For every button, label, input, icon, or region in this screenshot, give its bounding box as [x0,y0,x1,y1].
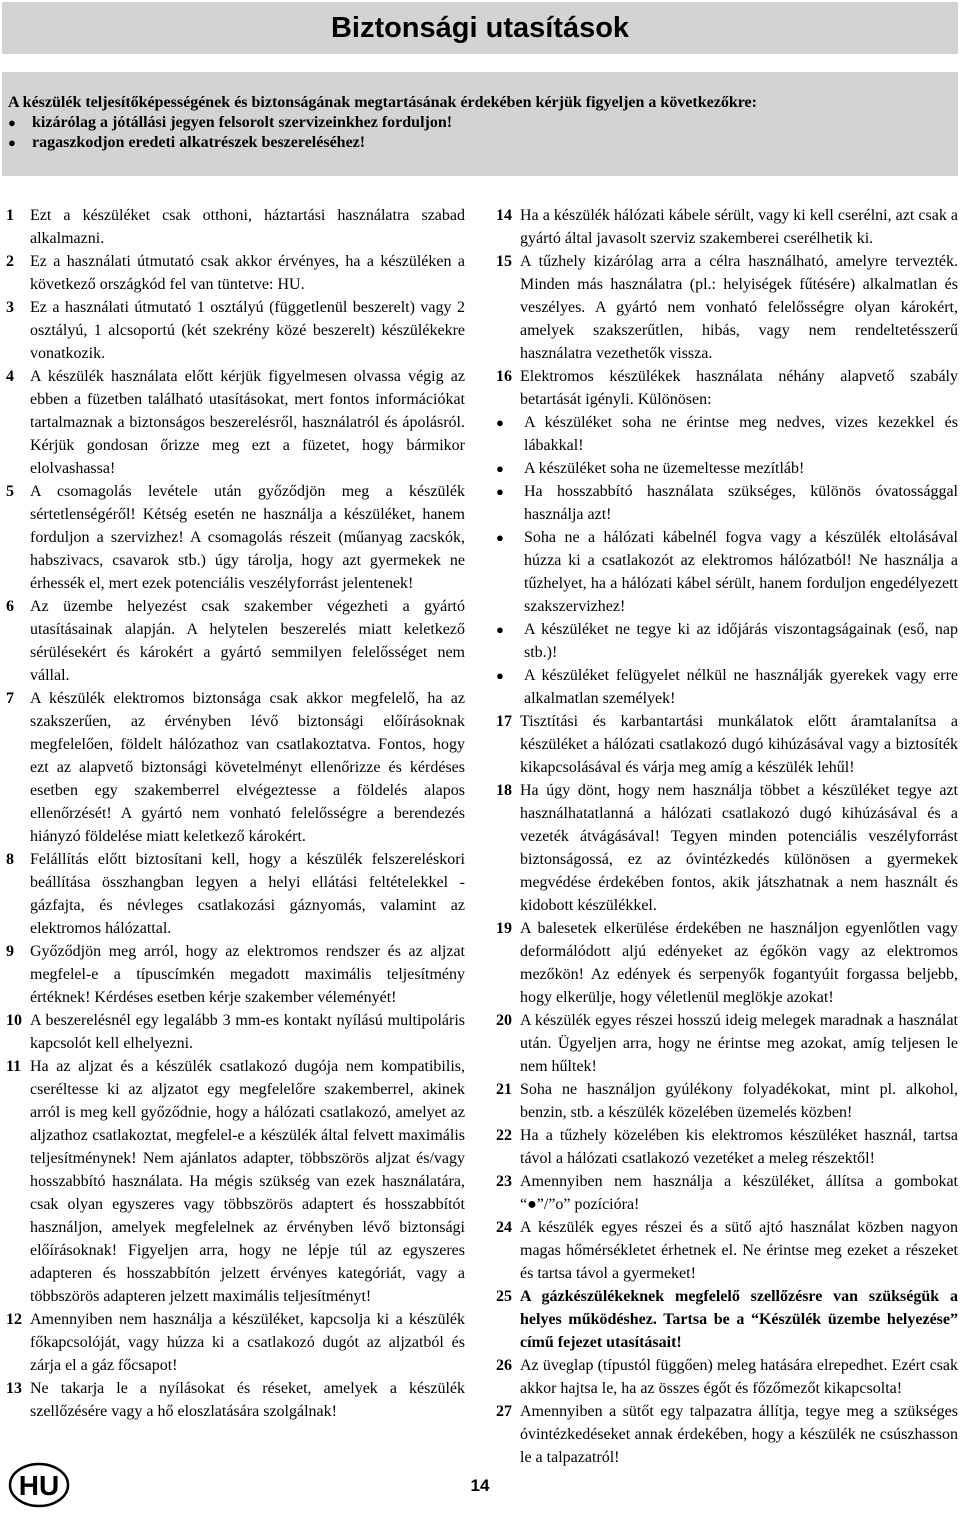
item-text: Ez a használati útmutató csak akkor érvényes, ha a készüléken a következő országkód fel van tüntetve: HU. [30,253,465,293]
safety-item-18 [496,779,958,917]
item-text: A balesetek elkerülése érdekében ne használjon egyenlőtlen vagy deformálódott aljú edényeket az égőkön vagy az elektromos mezőkön! Az edények és serpenyők fogantyúit forgassa beljebb, hogy elkerülje, hogy véletlenül meglökje azokat! [520,920,958,1006]
hu-country-logo [8,1462,70,1508]
safety-item-20 [496,1009,958,1078]
item-number: 6 [6,598,14,615]
item-number: 10 [6,1012,22,1029]
item-number: 12 [6,1311,22,1328]
item-text: Ez a használati útmutató 1 osztályú (függetlenül beszerelt) vagy 2 osztályú, 1 alcsoportú (két szekrény közé beszerelt) készülékekre vonatkozik. [30,299,465,362]
safety-item-17 [496,710,958,779]
safety-item-14 [496,204,958,250]
warning-box [2,72,958,176]
bullet-item [496,457,958,480]
safety-item-21 [496,1078,958,1124]
item-number: 20 [496,1012,512,1029]
item-number: 26 [496,1357,512,1374]
safety-item-1 [6,204,465,250]
item-number: 24 [496,1219,512,1236]
item-number: 2 [6,253,14,270]
safety-item-4 [6,365,465,480]
item-text: Tisztítási és karbantartási munkálatok előtt áramtalanítsa a készüléket a hálózati csatlakozó dugó kihúzásával vagy a biztosíték kikapcsolásával és várja meg amíg a készülék lehűl! [520,713,958,776]
item-text: A készülék egyes részei hosszú ideig melegek maradnak a használat után. Ügyeljen arra, hogy ne érintse meg azokat, amíg teljesen le nem hűltek! [520,1012,958,1075]
safety-item-5 [6,480,465,595]
item-number: 19 [496,920,512,937]
item-number: 3 [6,299,14,316]
bullet-icon: ● [496,415,504,430]
item-text: Amennyiben a sütőt egy talpazatra állítja, tegye meg a szükséges óvintézkedéseket annak érdekében, hogy a készülék ne csúszhasson le a talpazatról! [520,1403,958,1466]
safety-item-10 [6,1009,465,1055]
bullet-item [496,618,958,664]
safety-item-6 [6,595,465,687]
warning-intro: A készülék teljesítőképességének és biztonságának megtartásának érdekében kérjük figyeljen a következőkre: [8,94,757,111]
item-number: 7 [6,690,14,707]
item-number: 8 [6,851,14,868]
item-text: Amennyiben nem használja a készüléket, kapcsolja ki a készülék főkapcsolóját, vagy húzza ki a csatlakozó dugót az aljzatból és zárja el a gáz főcsapot! [30,1311,465,1374]
bullet-icon: ● [496,530,504,545]
bullet-icon: ● [8,115,16,130]
item-text: Ha az aljzat és a készülék csatlakozó dugója nem kompatibilis, cseréltesse ki az aljzatot egy megfelelőre szakemberrel, akinek arról is meg kell győződnie, hogy a hálózati csatlakozó, amelyet az aljzathoz csatlakoztat, megfelel-e a készülék által felvett maximális teljesítménynek! Nem ajánlatos adapter, többszörös aljzat és/vagy hosszabbító használata. Ha mégis szükség van ezek használatára, csak olyan egyszeres vagy többszörös adaptert és hosszabbítót használjon, amelyek megfelelnek az érvényben lévő biztonsági előírásoknak! Figyeljen arra, hogy ne lépje túl az egyszeres adapteren és hosszabbítón jelzett érvényes kategóriát, vagy a többszörös adapteren jelzett maximális teljesítményt! [30,1058,465,1305]
bullet-item [496,411,958,457]
item-number: 23 [496,1173,512,1190]
safety-item-15 [496,250,958,365]
warning-bullet: ● ragaszkodjon eredeti alkatrészek beszereléséhez! [8,134,366,151]
bullet-text: A készüléket felügyelet nélkül ne használják gyerekek vagy erre alkalmatlan személyek! [524,667,958,707]
bullet-icon: ● [496,622,504,637]
right-column [496,204,958,1469]
safety-item-7 [6,687,465,848]
bullet-icon: ● [496,484,504,499]
item-number: 5 [6,483,14,500]
bullet-icon: ● [496,668,504,683]
item-text: Az üzembe helyezést csak szakember végezheti a gyártó utasításainak alapján. A helytelen beszerelés miatt keletkező sérülésekért és károkért a gyártó semmilyen felelősséget nem vállal. [30,598,465,684]
item-text: Ne takarja le a nyílásokat és réseket, amelyek a készülék szellőzésére vagy a hő eloszlatására szolgálnak! [30,1380,465,1420]
page-title: Biztonsági utasítások [2,2,958,54]
bullet-icon: ● [8,135,16,150]
item-number: 15 [496,253,512,270]
item-number: 25 [496,1288,512,1305]
safety-item-12 [6,1308,465,1377]
item-text: A csomagolás levétele után győződjön meg a készülék sértetlenségéről! Kétség esetén ne használja a készüléket, hanem forduljon a szervizhez! A csomagolás részeit (műanyag zacskók, habszivacs, csavarok stb.) úgy tárolja, hogy azt gyermekek ne érhessék el, mert ezek potenciális veszélyforrást jelentenek! [30,483,465,592]
item-text: A készülék használata előtt kérjük figyelmesen olvassa végig az ebben a füzetben található utasításokat, mert fontos információkat tartalmaznak a biztonságos beszerelésről, használatról és ápolásról. Kérjük gondosan őrizze meg ezt a füzetet, hogy bármikor elolvashassa! [30,368,465,477]
safety-item-26 [496,1354,958,1400]
safety-item-19 [496,917,958,1009]
item-number: 16 [496,368,512,385]
item-number: 9 [6,943,14,960]
item-text: Győződjön meg arról, hogy az elektromos rendszer és az aljzat megfelel-e a típuscímkén megadott maximális teljesítmény értéknek! Kérdéses esetben kérje szakember véleményét! [30,943,465,1006]
item-number: 11 [6,1058,22,1075]
safety-item-9 [6,940,465,1009]
safety-item-8 [6,848,465,940]
item-text: Ha úgy dönt, hogy nem használja többet a készüléket tegye azt használhatatlanná a hálózati csatlakozó dugó kihúzásával és a vezeték átvágásával! Tegyen minden potenciális veszélyforrást biztonságossá, ez az óvintézkedés különösen a gyermekek megvédése érdekében fontos, akik játszhatnak a nem használt és kidobott készülékkel. [520,782,958,914]
safety-item-23 [496,1170,958,1216]
bullet-text: Soha ne a hálózati kábelnél fogva vagy a készülék eltolásával húzza ki a csatlakozót az elektromos hálózatból! Ne használja a tűzhelyet, ha a hálózati kábel sérült, hanem forduljon engedélyezett szakszervizhez! [524,529,958,615]
safety-item-22 [496,1124,958,1170]
item-text: Ha a tűzhely közelében kis elektromos készüléket használ, tartsa távol a hálózati csatlakozó vezetéket a meleg részektől! [520,1127,958,1167]
item-text: Amennyiben nem használja a készüléket, állítsa a gombokat “●”/”o” pozícióra! [520,1173,958,1213]
bullet-item [496,526,958,618]
item-text: Felállítás előtt biztosítani kell, hogy a készülék felszereléskori beállítása összhangban legyen a helyi ellátási feltételekkel - gázfajta, és névleges csatlakozási gáznyomás, valamint az elektromos hálózattal. [30,851,465,937]
item-text: A beszerelésnél egy legalább 3 mm-es kontakt nyílású multipoláris kapcsolót kell elhelyezni. [30,1012,465,1052]
safety-item-27 [496,1400,958,1469]
left-column [6,204,465,1423]
item-text: Ha a készülék hálózati kábele sérült, vagy ki kell cserélni, azt csak a gyártó által javasolt szerviz szakemberei cserélhetik ki. [520,207,958,247]
safety-item-16 [496,365,958,411]
item-number: 14 [496,207,512,224]
item-text: A gázkészülékeknek megfelelő szellőzésre van szükségük a helyes működéshez. Tartsa be a “Készülék üzembe helyezése” című fejezet utasításait! [520,1288,958,1351]
bullet-text: Ha hosszabbító használata szükséges, különös óvatossággal használja azt! [524,483,958,523]
safety-item-24 [496,1216,958,1285]
item-number: 18 [496,782,512,799]
item-number: 17 [496,713,512,730]
safety-item-2 [6,250,465,296]
item-text: Ezt a készüléket csak otthoni, háztartási használatra szabad alkalmazni. [30,207,465,247]
bullet-item [496,480,958,526]
bullet-text: A készüléket soha ne érintse meg nedves, vizes kezekkel és lábakkal! [524,414,958,454]
hu-logo-text: HU [18,1470,60,1501]
item-text: A készülék egyes részei és a sütő ajtó használat közben nagyon magas hőmérsékletet érhetnek el. Ne érintse meg ezeket a részeket és tartsa távol a gyermeket! [520,1219,958,1282]
item-number: 13 [6,1380,22,1397]
safety-item-3 [6,296,465,365]
safety-item-13 [6,1377,465,1423]
item-number: 4 [6,368,14,385]
item-number: 22 [496,1127,512,1144]
safety-item-11 [6,1055,465,1308]
bullet-icon: ● [496,461,504,476]
bullet-text: A készüléket soha ne üzemeltesse mezítláb! [524,460,805,477]
item-number: 21 [496,1081,512,1098]
item-number: 1 [6,207,14,224]
bullet-item [496,664,958,710]
bullet-text: A készüléket ne tegye ki az időjárás viszontagságainak (eső, nap stb.)! [524,621,958,661]
page-number: 14 [470,1476,490,1495]
item-text: A készülék elektromos biztonsága csak akkor megfelelő, ha az szakszerűen, az érvényben lévő biztonsági előírásoknak megfelelően, földelt hálózathoz van csatlakoztatva. Fontos, hogy ezt az alapvető biztonsági követelményt ellenőrizze és kérdéses esetben egy szakemberrel elvégeztesse a földelés alapos ellenőrzését! A gyártó nem vonható felelősségre a berendezés hiányzó földelése miatt keletkező károkért. [30,690,465,845]
item-text: Soha ne használjon gyúlékony folyadékokat, mint pl. alkohol, benzin, stb. a készülék közelében üzemelés közben! [520,1081,958,1121]
item-text: A tűzhely kizárólag arra a célra használható, amelyre tervezték. Minden más használatra (pl.: helyiségek fűtésére) alkalmatlan és veszélyes. A gyártó nem vonható felelősségre olyan károkért, amelyek szakszerűtlen, hibás, vagy nem rendeltetésszerű használatra vezethetők vissza. [520,253,958,362]
item-number: 27 [496,1403,512,1420]
item-text: Az üveglap (típustól függően) meleg hatására elrepedhet. Ezért csak akkor hajtsa le, ha az összes égőt és főzőmezőt kikapcsolta! [520,1357,958,1397]
item-text: Elektromos készülékek használata néhány alapvető szabály betartását igényli. Különösen: [520,368,958,408]
safety-item-25 [496,1285,958,1354]
warning-bullet: ● kizárólag a jótállási jegyen felsorolt szervizeinkhez forduljon! [8,114,453,131]
